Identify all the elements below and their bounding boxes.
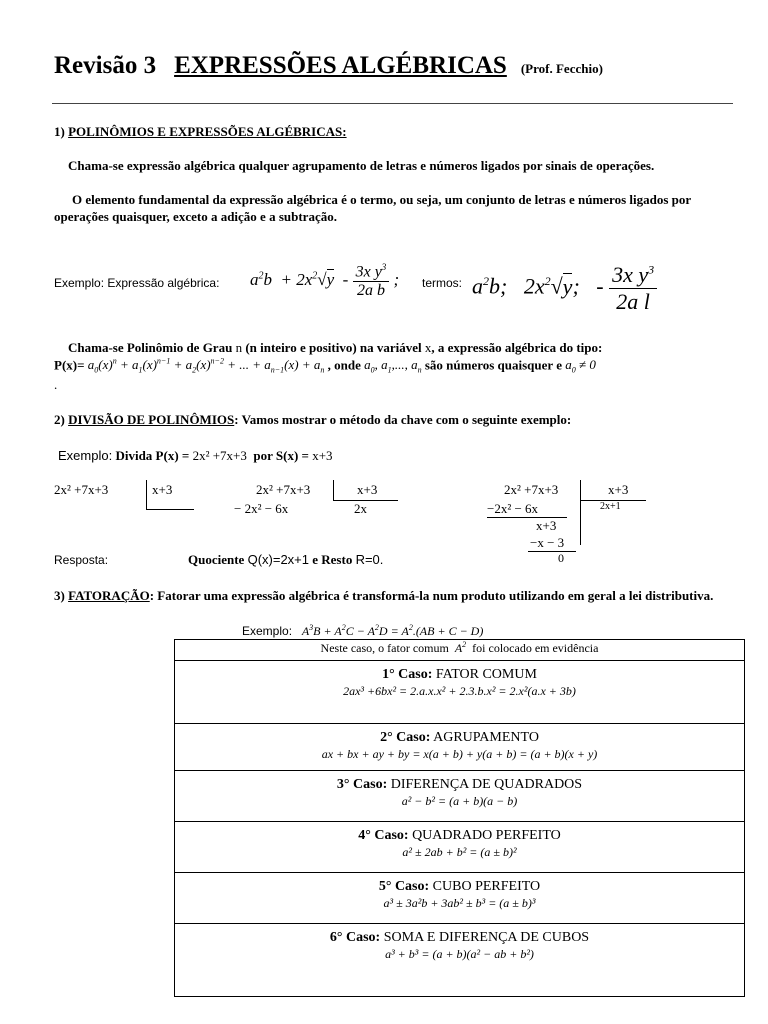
div1-dividend: 2x² +7x+3 <box>54 482 109 497</box>
section3-heading: 3) FATORAÇÃO: Fatorar uma expressão algébrica é transformá-la num produto utilizando em geral a lei distributiva. <box>54 588 714 603</box>
answer-label: Resposta: <box>54 553 109 567</box>
div1-bracket-base <box>146 509 194 510</box>
div2-subtract: − 2x² − 6x <box>234 501 289 516</box>
case-3: 3° Caso: DIFERENÇA DE QUADRADOS a² − b² = (a + b)(a − b) <box>175 771 745 822</box>
section1-para2: O elemento fundamental da expressão algébrica é o termo, ou seja, um conjunto de letras e números ligados por operações quaisquer, exceto a adição e a subtração. <box>54 192 691 224</box>
div1-bracket <box>146 480 147 510</box>
case-1: 1° Caso: FATOR COMUM 2ax³ +6bx² = 2.a.x.x² + 2.3.b.x² = 2.x²(a.x + 3b) <box>175 661 745 724</box>
div3-divisor: x+3 <box>608 482 629 497</box>
poly-period: . <box>54 377 58 392</box>
example-expression: $a^2b + 2x^2√y$ - $\frac{3x y^3}{\text{2a b}}$ ; <box>250 262 400 300</box>
case-4-equation: a² ± 2ab + b² = (a ± b)² <box>402 845 517 859</box>
div3-remainder-final: 0 <box>558 551 564 565</box>
terms-label: termos: <box>422 276 463 290</box>
factoring-example: Exemplo: $A^3B + A^2C - A^2D = A^2.(AB + C - D)$ <box>242 623 484 638</box>
case-5-equation: a³ ± 3a²b + 3ab² ± b³ = (a ± b)³ <box>383 896 536 910</box>
div2-dividend: 2x² +7x+3 <box>256 482 311 497</box>
poly-definition: Chama-se Polinômio de Grau n (n inteiro e positivo) na variável x, a expressão algébrica do tipo: <box>68 340 603 355</box>
division-example: Exemplo: Divida P(x) = 2x² +7x+3 por S(x) = x+3 <box>58 448 333 463</box>
case-4: 4° Caso: QUADRADO PERFEITO a² ± 2ab + b² = (a ± b)² <box>175 822 745 873</box>
div2-quotient: 2x <box>354 501 367 516</box>
div2-bracket <box>333 480 334 500</box>
title-main: EXPRESSÕES ALGÉBRICAS <box>174 52 507 79</box>
case-6: 6° Caso: SOMA E DIFERENÇA DE CUBOS a³ + b³ = (a + b)(a² − ab + b²) <box>175 924 745 997</box>
intro-row: Neste caso, o fator comum $A^2$ foi colocado em evidência <box>175 640 745 661</box>
factoring-cases-table <box>174 639 745 997</box>
case-1-equation: 2ax³ +6bx² = 2.a.x.x² + 2.3.b.x² = 2.x²(a.x + 3b) <box>343 684 576 698</box>
example-terms: $a^2b$; $2x^2√y$; - $\frac{3x y^3}{\text{2a l}}$ <box>472 262 657 315</box>
div3-quotient: 2x+1 <box>600 501 621 512</box>
div1-divisor: x+3 <box>152 482 173 497</box>
case-2: 2° Caso: AGRUPAMENTO ax + bx + ay + by = x(a + b) + y(a + b) = (a + b)(x + y) <box>175 724 745 771</box>
case-2-equation: ax + bx + ay + by = x(a + b) + y(a + b) = (a + b)(x + y) <box>321 747 598 761</box>
case-3-equation: a² − b² = (a + b)(a − b) <box>401 794 518 808</box>
div3-bracket <box>580 480 581 545</box>
section1-heading: 1) POLINÔMIOS E EXPRESSÕES ALGÉBRICAS: <box>54 124 347 139</box>
case-6-equation: a³ + b³ = (a + b)(a² − ab + b²) <box>385 947 534 961</box>
div3-line2 <box>528 551 576 552</box>
title-divider <box>52 103 733 104</box>
div3-subtract2: −x − 3 <box>530 535 565 550</box>
div2-divisor: x+3 <box>357 482 378 497</box>
title-prefix: Revisão 3 <box>54 52 157 79</box>
div3-subtract1: −2x² − 6x <box>487 501 539 516</box>
section1-para1: Chama-se expressão algébrica qualquer agrupamento de letras e números ligados por sinais de operações. <box>68 158 655 173</box>
poly-general-form: $P(x)= a_0(x)^n + a_1(x)^{n-1} + a_2(x)^{n-2}$ + ... + $a_{n-1}(x) + a_n$ , onde $a_0$, $a_1$,..., $a_n$ são números quaisquer e $a_0 \ne 0$ <box>54 357 596 375</box>
answer-values: Quociente Q(x)=2x+1 e Resto R=0. <box>188 552 384 567</box>
case-5: 5° Caso: CUBO PERFEITO a³ ± 3a²b + 3ab² ± b³ = (a ± b)³ <box>175 873 745 924</box>
section2-heading: 2) DIVISÃO DE POLINÔMIOS: Vamos mostrar o método da chave com o seguinte exemplo: <box>54 412 572 427</box>
page-title <box>54 52 603 80</box>
section1-example-label: Exemplo: Expressão algébrica: <box>54 276 220 290</box>
div3-remainder1: x+3 <box>536 518 557 533</box>
author: (Prof. Fecchio) <box>520 61 603 76</box>
div3-dividend: 2x² +7x+3 <box>504 482 559 497</box>
